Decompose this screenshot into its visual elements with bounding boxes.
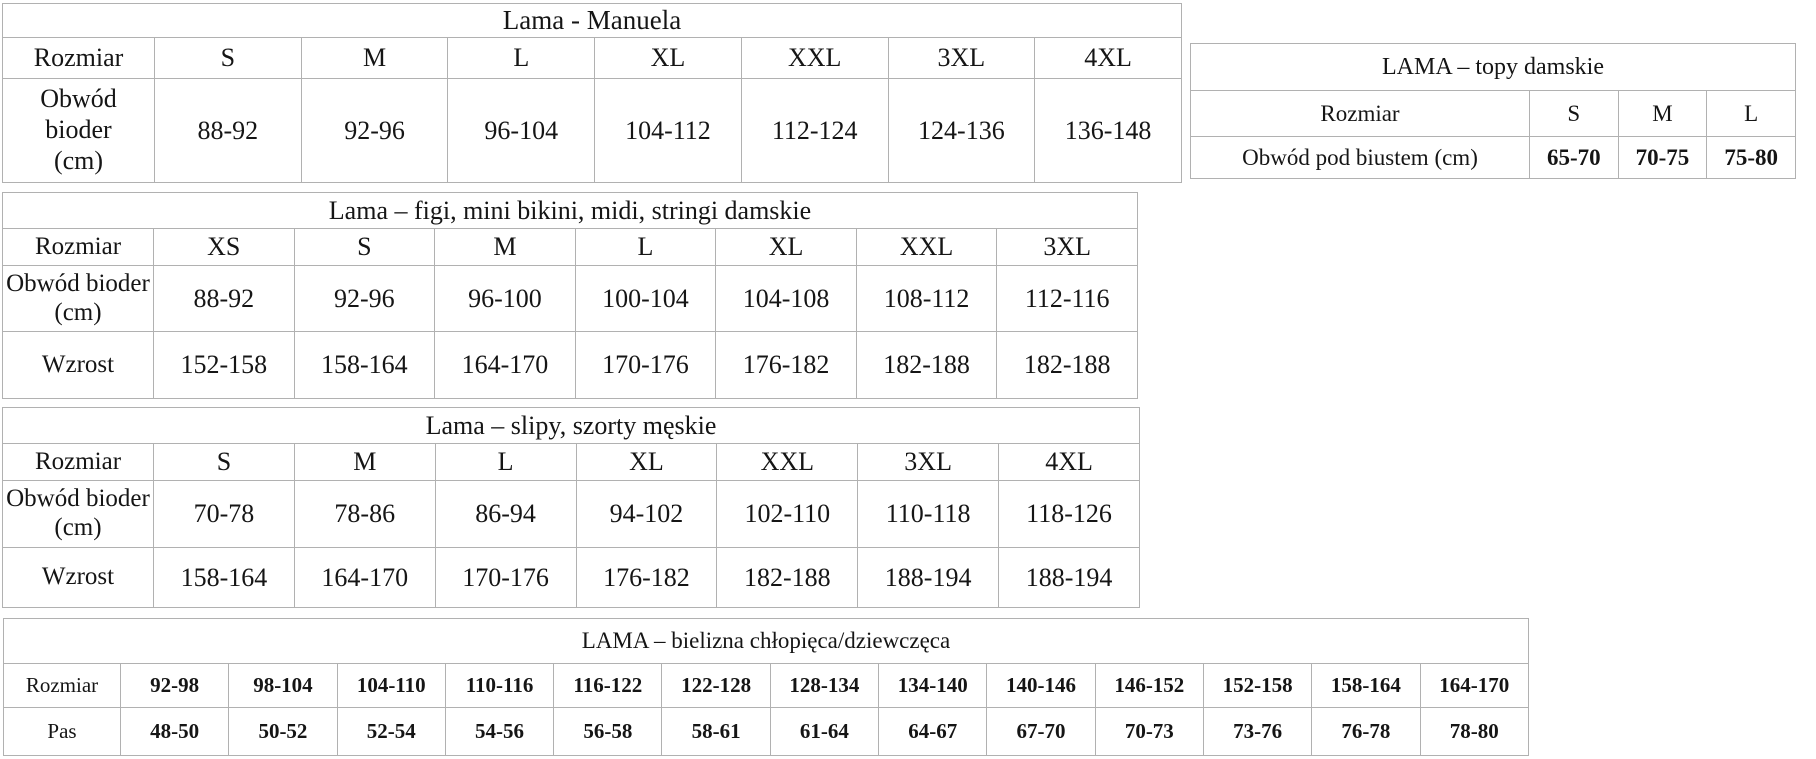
size-header-cell: 3XL (858, 444, 999, 481)
value-cell: 56-58 (554, 708, 662, 756)
value-cell: 170-176 (575, 332, 716, 399)
row-label-cell: Wzrost (3, 548, 154, 608)
value-cell: 76-78 (1312, 708, 1420, 756)
size-header-cell: L (435, 444, 576, 481)
value-cell: 164-170 (294, 548, 435, 608)
value-cell: 50-52 (229, 708, 337, 756)
size-header-cell: 4XL (1035, 38, 1182, 79)
table-title: LAMA – bielizna chłopięca/dziewczęca (4, 619, 1529, 664)
value-cell: 65-70 (1530, 137, 1619, 179)
table-row (4, 664, 1529, 708)
value-cell: 92-96 (301, 79, 448, 183)
value-cell: 70-73 (1095, 708, 1203, 756)
value-cell: 182-188 (856, 332, 997, 399)
value-cell: 104-108 (716, 266, 857, 332)
value-cell: 158-164 (1312, 664, 1420, 708)
table-title: Lama – slipy, szorty męskie (3, 408, 1140, 444)
value-cell: 64-67 (879, 708, 987, 756)
size-table-bielizna-dziecieca (3, 618, 1529, 756)
size-table-figi-damskie (2, 192, 1138, 399)
value-cell: 61-64 (770, 708, 878, 756)
size-header-cell: 4XL (999, 444, 1140, 481)
value-cell: 75-80 (1707, 137, 1796, 179)
size-header-cell: L (1707, 91, 1796, 137)
value-cell: 112-116 (997, 266, 1138, 332)
value-cell: 116-122 (554, 664, 662, 708)
size-header-cell: M (294, 444, 435, 481)
size-header-cell: XXL (741, 38, 888, 79)
row-label-cell: Pas (4, 708, 121, 756)
value-cell: 78-86 (294, 481, 435, 548)
value-cell: 92-96 (294, 266, 435, 332)
value-cell: 152-158 (154, 332, 295, 399)
size-header-cell: XL (576, 444, 717, 481)
value-cell: 48-50 (121, 708, 229, 756)
value-cell: 118-126 (999, 481, 1140, 548)
value-cell: 170-176 (435, 548, 576, 608)
size-table (1190, 43, 1796, 179)
table-title: LAMA – topy damskie (1191, 44, 1796, 91)
row-label-cell: Rozmiar (4, 664, 121, 708)
size-table-topy-damskie (1190, 43, 1796, 179)
corner-label-cell: Rozmiar (3, 229, 154, 266)
value-cell: 96-104 (448, 79, 595, 183)
table-title: Lama - Manuela (3, 4, 1182, 38)
size-header-cell: S (1530, 91, 1619, 137)
size-header-cell: S (155, 38, 302, 79)
value-cell: 88-92 (155, 79, 302, 183)
table-row (3, 332, 1138, 399)
row-label-cell: Obwód bioder (cm) (3, 79, 155, 183)
size-table (3, 618, 1529, 756)
size-header-cell: S (294, 229, 435, 266)
size-table (2, 407, 1140, 608)
size-header-cell: XL (595, 38, 742, 79)
size-header-cell: XS (154, 229, 295, 266)
table-row (1191, 137, 1796, 179)
row-label-cell: Obwód pod biustem (cm) (1191, 137, 1530, 179)
size-header-cell: L (575, 229, 716, 266)
size-header-cell: XXL (856, 229, 997, 266)
value-cell: 70-75 (1618, 137, 1707, 179)
table-row (4, 708, 1529, 756)
corner-label-cell: Rozmiar (1191, 91, 1530, 137)
value-cell: 94-102 (576, 481, 717, 548)
value-cell: 92-98 (121, 664, 229, 708)
table-row (3, 266, 1138, 332)
value-cell: 136-148 (1035, 79, 1182, 183)
row-label-cell: Obwód bioder (cm) (3, 481, 154, 548)
value-cell: 98-104 (229, 664, 337, 708)
value-cell: 140-146 (987, 664, 1095, 708)
value-cell: 164-170 (435, 332, 576, 399)
value-cell: 58-61 (662, 708, 770, 756)
size-table (2, 192, 1138, 399)
value-cell: 122-128 (662, 664, 770, 708)
value-cell: 78-80 (1420, 708, 1528, 756)
table-row (3, 79, 1182, 183)
size-header-cell: M (435, 229, 576, 266)
value-cell: 128-134 (770, 664, 878, 708)
value-cell: 152-158 (1203, 664, 1311, 708)
value-cell: 188-194 (858, 548, 999, 608)
table-row (3, 481, 1140, 548)
value-cell: 67-70 (987, 708, 1095, 756)
value-cell: 134-140 (879, 664, 987, 708)
value-cell: 110-116 (445, 664, 553, 708)
value-cell: 104-110 (337, 664, 445, 708)
size-header-cell: L (448, 38, 595, 79)
value-cell: 110-118 (858, 481, 999, 548)
value-cell: 124-136 (888, 79, 1035, 183)
table-title: Lama – figi, mini bikini, midi, stringi damskie (3, 193, 1138, 229)
value-cell: 73-76 (1203, 708, 1311, 756)
size-header-cell: XXL (717, 444, 858, 481)
size-table-manuela (2, 3, 1182, 183)
value-cell: 96-100 (435, 266, 576, 332)
value-cell: 54-56 (445, 708, 553, 756)
value-cell: 182-188 (717, 548, 858, 608)
value-cell: 176-182 (576, 548, 717, 608)
value-cell: 158-164 (154, 548, 295, 608)
size-header-cell: 3XL (997, 229, 1138, 266)
value-cell: 164-170 (1420, 664, 1528, 708)
value-cell: 52-54 (337, 708, 445, 756)
value-cell: 102-110 (717, 481, 858, 548)
value-cell: 100-104 (575, 266, 716, 332)
value-cell: 88-92 (154, 266, 295, 332)
corner-label-cell: Rozmiar (3, 444, 154, 481)
value-cell: 158-164 (294, 332, 435, 399)
value-cell: 188-194 (999, 548, 1140, 608)
value-cell: 108-112 (856, 266, 997, 332)
value-cell: 104-112 (595, 79, 742, 183)
size-header-cell: 3XL (888, 38, 1035, 79)
value-cell: 182-188 (997, 332, 1138, 399)
size-table-slipy-meskie (2, 407, 1140, 608)
row-label-cell: Obwód bioder (cm) (3, 266, 154, 332)
size-table (2, 3, 1182, 183)
value-cell: 112-124 (741, 79, 888, 183)
value-cell: 176-182 (716, 332, 857, 399)
value-cell: 146-152 (1095, 664, 1203, 708)
row-label-cell: Wzrost (3, 332, 154, 399)
corner-label-cell: Rozmiar (3, 38, 155, 79)
size-header-cell: M (301, 38, 448, 79)
value-cell: 70-78 (154, 481, 295, 548)
size-header-cell: M (1618, 91, 1707, 137)
size-header-cell: S (154, 444, 295, 481)
table-row (3, 548, 1140, 608)
value-cell: 86-94 (435, 481, 576, 548)
size-header-cell: XL (716, 229, 857, 266)
